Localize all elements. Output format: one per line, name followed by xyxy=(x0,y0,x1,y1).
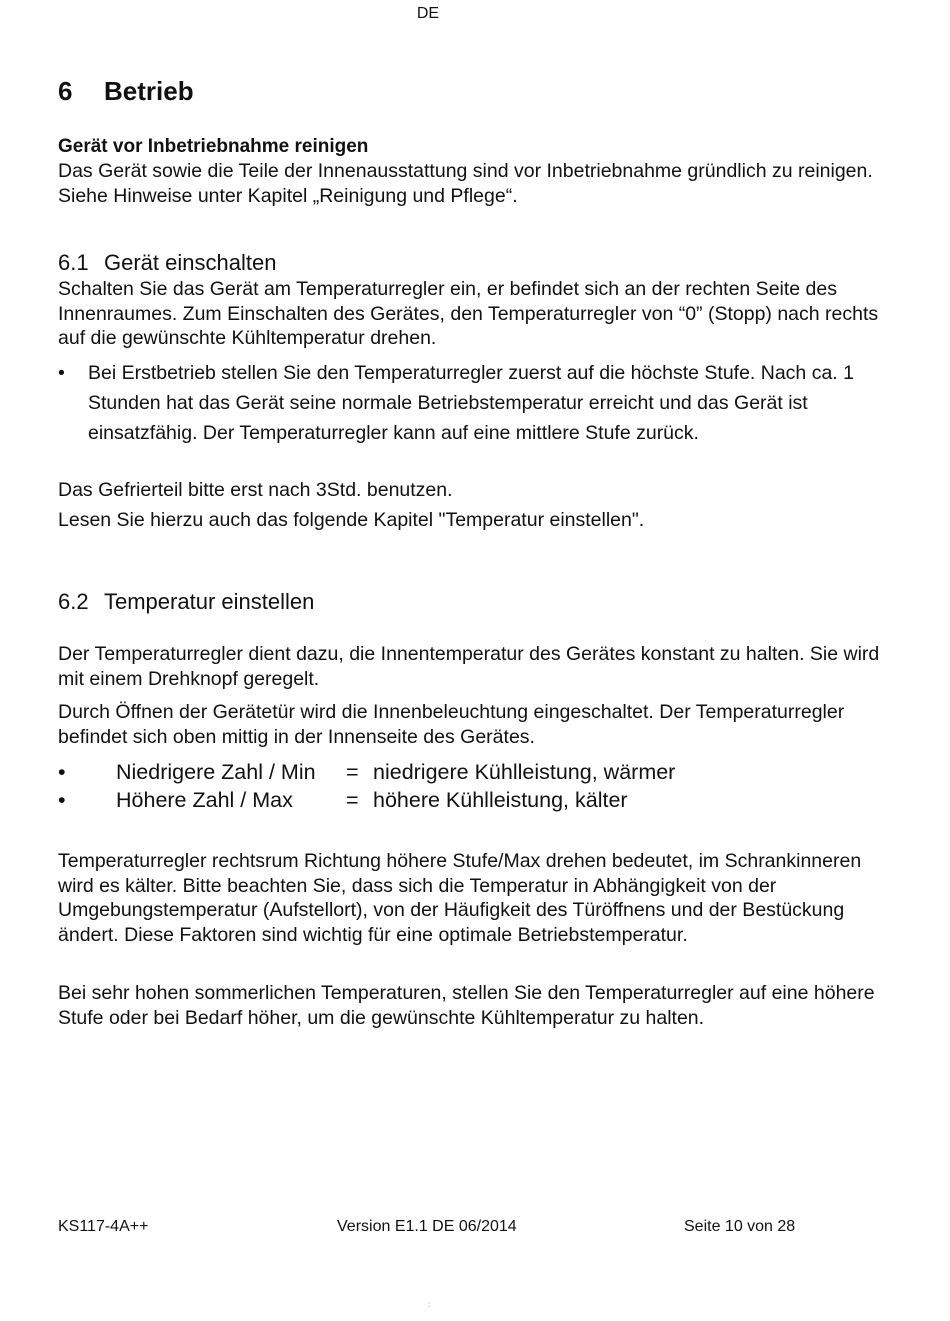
bottom-mark: : xyxy=(428,1300,431,1309)
section-6-1-heading xyxy=(58,250,276,276)
regulator-purpose-text: Der Temperaturregler dient dazu, die Innentemperatur des Gerätes konstant zu halten. Sie wird mit einem Drehknopf geregelt. xyxy=(58,643,880,690)
bullet-dot: • xyxy=(58,760,66,784)
footer-version: Version E1.1 DE 06/2014 xyxy=(337,1218,517,1235)
setting-equals: = xyxy=(346,788,359,812)
setting-equals: = xyxy=(346,760,359,784)
section-6-1-title: Gerät einschalten xyxy=(104,250,277,275)
cleaning-heading: Gerät vor Inbetriebnahme reinigen xyxy=(58,136,369,157)
section-6-1-text: Schalten Sie das Gerät am Temperaturregler ein, er befindet sich an der rechten Seite des Innenraumes. Zum Einschalten des Gerätes, den Temperaturregler von “0” (Stopp) nach rechts auf die gewünschte Kühltemperatur drehen. xyxy=(58,278,879,349)
footer-model: KS117-4A++ xyxy=(58,1218,149,1235)
section-6-2-heading xyxy=(58,589,314,615)
bullet-dot: • xyxy=(58,788,66,812)
setting-label: Niedrigere Zahl / Min xyxy=(116,760,316,784)
language-label: DE xyxy=(416,5,440,22)
read-also-note: Lesen Sie hierzu auch das folgende Kapitel "Temperatur einstellen". xyxy=(58,509,645,531)
setting-label: Höhere Zahl / Max xyxy=(116,788,293,812)
first-use-bullet xyxy=(58,358,888,450)
setting-effect: höhere Kühlleistung, kälter xyxy=(373,788,628,812)
section-6-2-number: 6.2 xyxy=(58,589,89,614)
section-6-1-number: 6.1 xyxy=(58,250,89,275)
colder-direction-text: Temperaturregler rechtsrum Richtung höhere Stufe/Max drehen bedeutet, im Schrankinneren wird es kälter. Bitte beachten Sie, dass sich die Temperatur in Abhängigkeit von der Umgebungstemperatur (Aufstellort), von der Häufigkeit des Türöffnens und der Bestückung ändert. Diese Faktoren sind wichtig für eine optimale Betriebstemperatur. xyxy=(58,850,862,946)
chapter-title: Betrieb xyxy=(104,76,194,106)
door-light-text: Durch Öffnen der Gerätetür wird die Innenbeleuchtung eingeschaltet. Der Temperaturregler befindet sich oben mittig in der Innenseite des Gerätes. xyxy=(58,701,845,748)
freezer-note: Das Gefrierteil bitte erst nach 3Std. benutzen. xyxy=(58,479,453,501)
chapter-heading xyxy=(58,76,194,107)
footer-page-number: Seite 10 von 28 xyxy=(684,1218,796,1235)
summer-advice-text: Bei sehr hohen sommerlichen Temperaturen, stellen Sie den Temperaturregler auf eine höhere Stufe oder bei Bedarf höher, um die gewünschte Kühltemperatur zu halten. xyxy=(58,982,875,1029)
bullet-dot: • xyxy=(58,362,65,384)
cleaning-text: Das Gerät sowie die Teile der Innenausstattung sind vor Inbetriebnahme gründlich zu reinigen. Siehe Hinweise unter Kapitel „Reinigung und Pflege“. xyxy=(58,160,873,207)
chapter-number: 6 xyxy=(58,76,73,106)
section-6-2-title: Temperatur einstellen xyxy=(104,589,315,614)
first-use-text: Bei Erstbetrieb stellen Sie den Temperaturregler zuerst auf die höchste Stufe. Nach ca. 1 Stunden hat das Gerät seine normale Betriebstemperatur erreicht und das Gerät ist einsatzfähig. Der Temperaturregler kann auf eine mittlere Stufe zurück. xyxy=(88,362,854,444)
setting-effect: niedrigere Kühlleistung, wärmer xyxy=(373,760,676,784)
